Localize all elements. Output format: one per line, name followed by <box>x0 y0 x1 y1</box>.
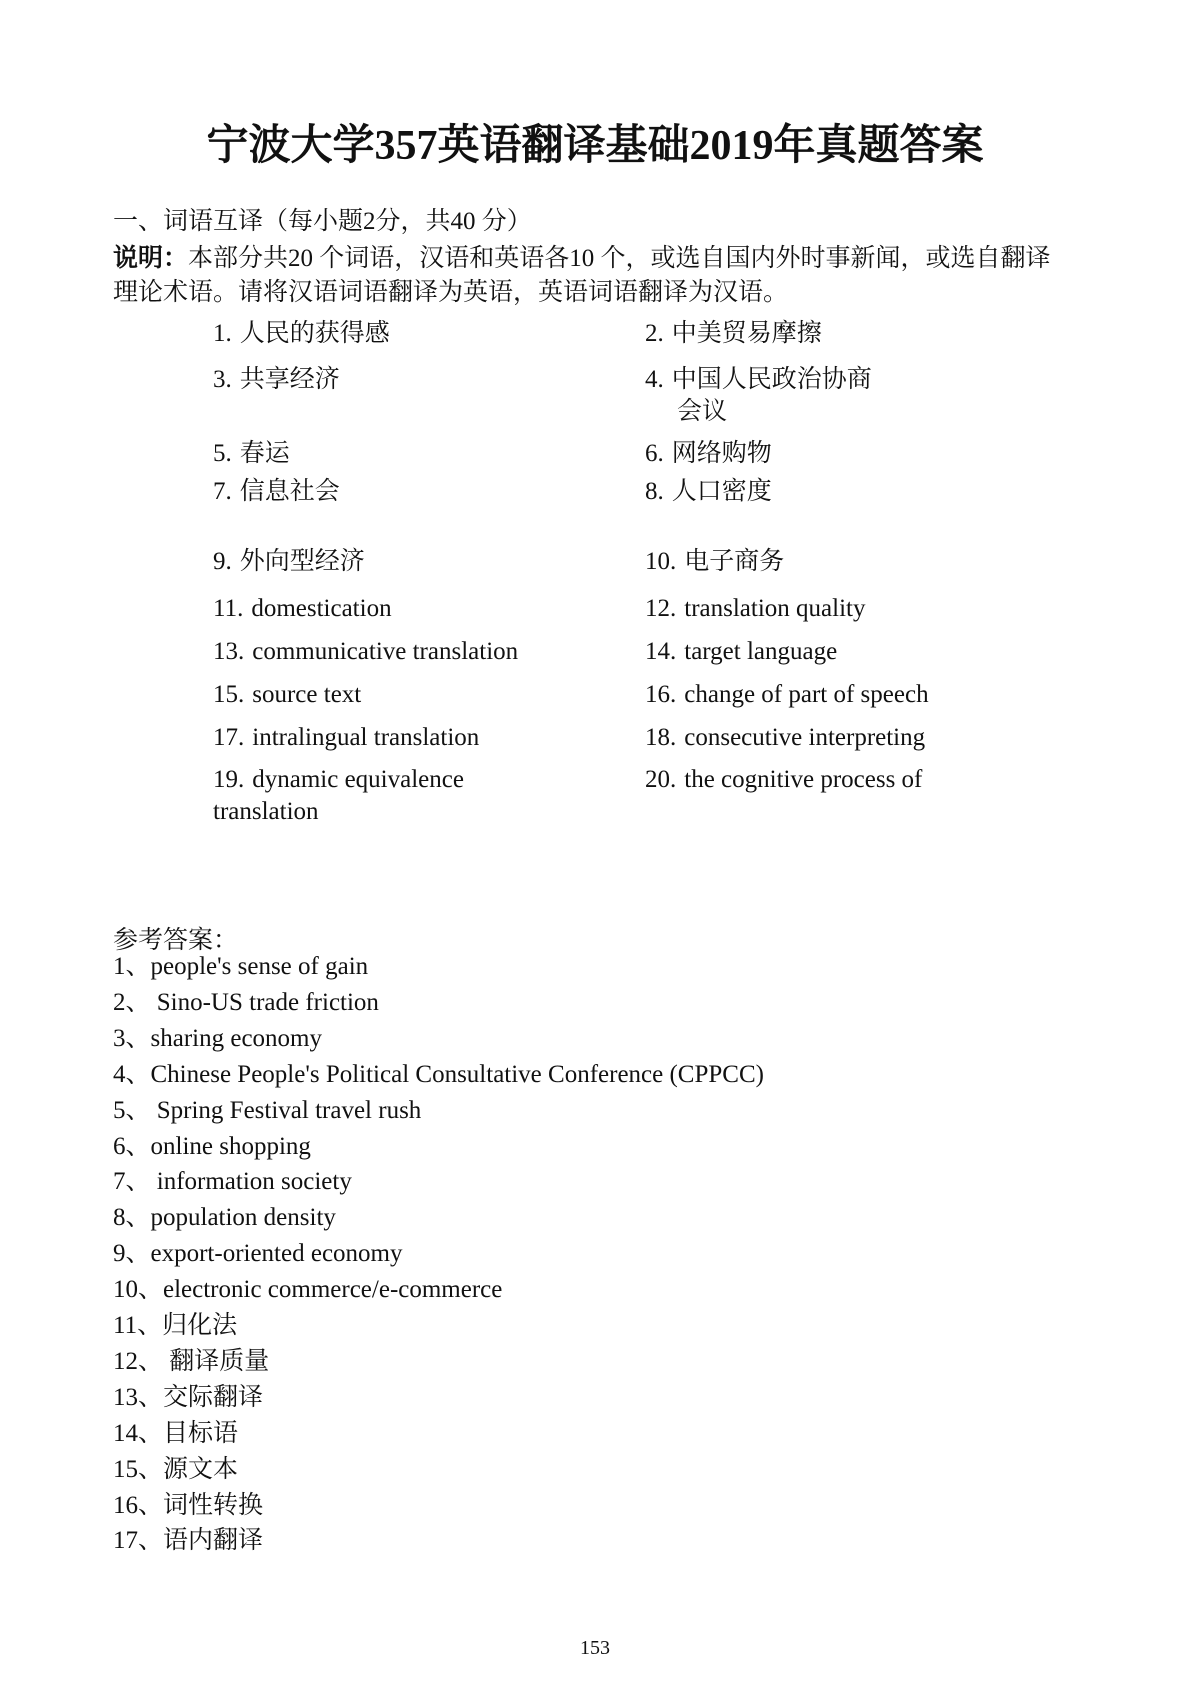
answer-item: 13、交际翻译 <box>113 1383 264 1411</box>
question-text: 电子商务 <box>684 548 785 575</box>
answer-item: 4、Chinese People's Political Consultative Conference (CPPCC) <box>113 1060 764 1088</box>
question-text: the cognitive process of <box>684 766 923 793</box>
question-item <box>645 364 872 428</box>
question-number: 8. <box>645 478 664 505</box>
question-item <box>645 438 772 470</box>
question-number: 14. <box>645 638 677 665</box>
question-number: 17. <box>213 724 245 751</box>
answer-item: 17、语内翻译 <box>113 1527 264 1555</box>
answer-item: 8、population density <box>113 1204 336 1232</box>
answer-item: 15、源文本 <box>113 1455 239 1483</box>
question-item <box>645 722 925 754</box>
question-text: consecutive interpreting <box>684 724 926 751</box>
question-text: communicative translation <box>252 638 519 665</box>
question-item <box>213 364 340 396</box>
answer-item: 2、 Sino-US trade friction <box>113 988 379 1016</box>
question-text: source text <box>252 681 362 708</box>
question-text: 人民的获得感 <box>239 320 390 347</box>
answer-item: 7、 information society <box>113 1168 352 1196</box>
page-number: 153 <box>580 1637 610 1659</box>
question-text: 外向型经济 <box>239 548 365 575</box>
question-number: 12. <box>645 595 677 622</box>
question-number: 15. <box>213 681 245 708</box>
question-item <box>645 593 865 625</box>
question-number: 3. <box>213 366 232 393</box>
question-item <box>213 636 518 668</box>
question-text: 中国人民政治协商 <box>671 366 872 393</box>
question-number: 2. <box>645 320 664 347</box>
question-item <box>645 476 772 508</box>
question-text: 共享经济 <box>239 366 340 393</box>
question-number: 20. <box>645 766 677 793</box>
question-number: 11. <box>213 595 244 622</box>
question-text: 中美贸易摩擦 <box>671 320 822 347</box>
question-number: 7. <box>213 478 232 505</box>
answers-heading: 参考答案： <box>113 927 239 954</box>
question-item <box>213 593 392 625</box>
question-text: 春运 <box>239 440 290 467</box>
question-number: 9. <box>213 548 232 575</box>
question-item <box>213 722 479 754</box>
answer-item: 14、目标语 <box>113 1419 239 1447</box>
answer-item: 5、 Spring Festival travel rush <box>113 1096 422 1124</box>
question-text: 网络购物 <box>671 440 772 467</box>
question-number: 16. <box>645 681 677 708</box>
question-text: domestication <box>251 595 392 622</box>
question-number: 19. <box>213 766 245 793</box>
question-item <box>213 546 365 578</box>
answer-item: 1、people's sense of gain <box>113 953 369 980</box>
answer-item: 3、sharing economy <box>113 1024 322 1052</box>
question-item <box>645 764 922 796</box>
question-item <box>645 679 929 711</box>
question-text: 信息社会 <box>239 478 340 505</box>
question-item <box>213 438 290 470</box>
description-text: 本部分共20 个词语，汉语和英语各10 个，或选自国内外时事新闻，或选自翻译理论术语。请将汉语词语翻译为英语，英语词语翻译为汉语。 <box>113 245 1051 306</box>
question-item <box>213 679 361 711</box>
question-number: 1. <box>213 320 232 347</box>
question-text: 人口密度 <box>671 478 772 505</box>
question-number: 13. <box>213 638 245 665</box>
answer-item: 11、归化法 <box>113 1312 238 1339</box>
question-text: dynamic equivalence <box>252 766 464 793</box>
question-number: 6. <box>645 440 664 467</box>
question-text: translation quality <box>684 595 866 622</box>
answer-item: 12、 翻译质量 <box>113 1347 270 1375</box>
question-text-continued: 会议 <box>677 398 728 425</box>
answer-item: 16、词性转换 <box>113 1491 264 1519</box>
question-number: 10. <box>645 548 677 575</box>
question-item <box>645 546 784 578</box>
question-text: target language <box>684 638 838 665</box>
section-description <box>113 242 1073 310</box>
question-item <box>645 318 822 350</box>
question-number: 4. <box>645 366 664 393</box>
question-item <box>213 764 464 828</box>
question-item <box>213 318 390 350</box>
question-text-continued: translation <box>213 798 319 825</box>
question-text: change of part of speech <box>684 681 929 708</box>
description-label: 说明： <box>113 245 189 272</box>
answer-item: 9、export-oriented economy <box>113 1240 403 1268</box>
question-text: intralingual translation <box>252 724 480 751</box>
question-item <box>213 476 340 508</box>
page-title: 宁波大学357英语翻译基础2019年真题答案 <box>206 123 984 169</box>
section-heading: 一、词语互译（每小题2分，共40 分） <box>113 208 532 235</box>
question-number: 5. <box>213 440 232 467</box>
question-number: 18. <box>645 724 677 751</box>
answer-item: 6、online shopping <box>113 1132 311 1160</box>
question-item <box>645 636 837 668</box>
answer-item: 10、electronic commerce/e-commerce <box>113 1276 503 1304</box>
